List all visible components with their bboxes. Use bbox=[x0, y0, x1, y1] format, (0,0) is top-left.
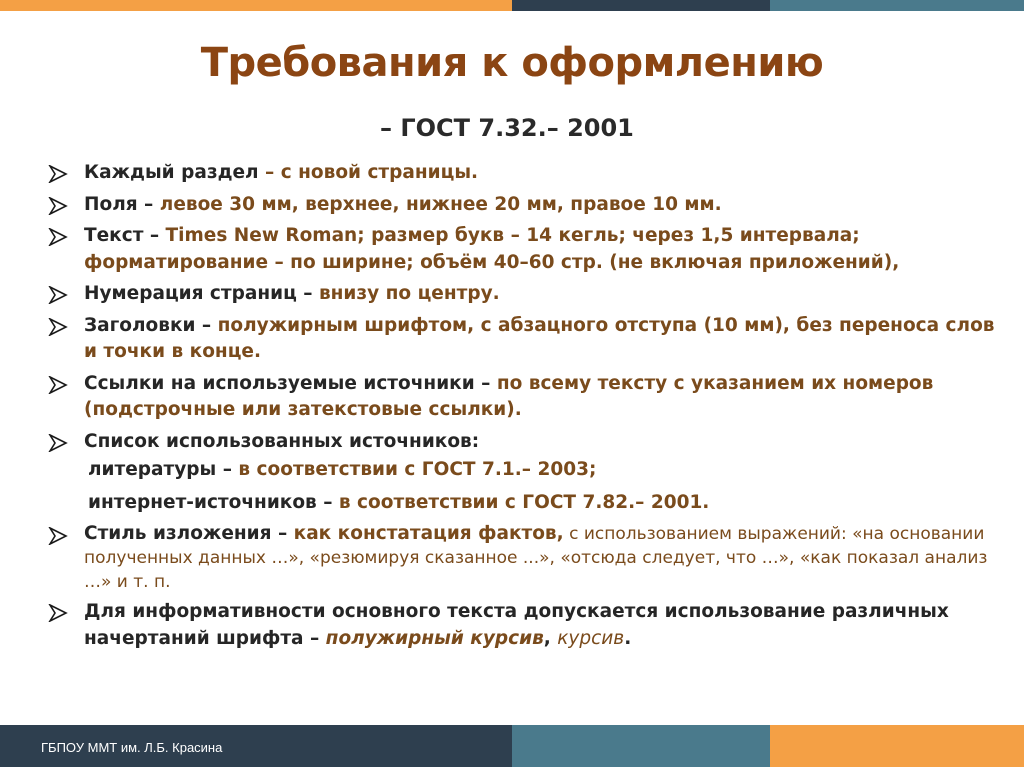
arrow-bullet-icon bbox=[48, 286, 68, 304]
item-label: Текст – bbox=[84, 225, 166, 246]
item-label: Поля – bbox=[84, 193, 160, 215]
item-end: . bbox=[624, 627, 632, 649]
item-label: Нумерация страниц – bbox=[84, 283, 319, 304]
list-item bbox=[48, 281, 998, 308]
sub-item-label: литературы – bbox=[88, 459, 239, 480]
arrow-bullet-icon bbox=[48, 165, 68, 183]
arrow-bullet-icon bbox=[48, 197, 68, 215]
arrow-bullet-icon bbox=[48, 527, 68, 545]
sub-item-value: в соответствии с ГОСТ 7.1.– 2003; bbox=[238, 459, 597, 480]
arrow-bullet-icon bbox=[48, 376, 68, 394]
bottom-bar-orange bbox=[770, 725, 1024, 767]
item-bold-italic: полужирный курсив bbox=[325, 627, 544, 649]
slide-subtitle: – ГОСТ 7.32.– 2001 bbox=[380, 114, 634, 142]
footer-text: ГБПОУ ММТ им. Л.Б. Красина bbox=[41, 740, 223, 755]
top-bar-dark bbox=[512, 0, 770, 11]
list-item bbox=[48, 313, 998, 366]
item-value: Times New Roman; размер букв – 14 кегль; через 1,5 интервала; форматирование – по ширине; объём 40–60 стр. (не включая приложений), bbox=[84, 225, 900, 273]
list-item bbox=[48, 192, 998, 219]
item-label: Заголовки – bbox=[84, 314, 218, 336]
item-value: по всему тексту с указанием их номеров (подстрочные или затекстовые ссылки). bbox=[84, 372, 934, 420]
top-bar-orange bbox=[0, 0, 512, 11]
top-decor-bar bbox=[0, 0, 1024, 11]
arrow-bullet-icon bbox=[48, 434, 68, 452]
item-label: Список использованных источников: bbox=[84, 430, 480, 452]
top-bar-teal bbox=[770, 0, 1024, 11]
list-item bbox=[48, 522, 998, 594]
arrow-bullet-icon bbox=[48, 228, 68, 246]
item-label: Ссылки на используемые источники – bbox=[84, 372, 497, 394]
sub-item-literature bbox=[48, 457, 998, 484]
list-item bbox=[48, 429, 998, 456]
item-value: – с новой страницы. bbox=[258, 162, 479, 183]
list-item bbox=[48, 599, 998, 652]
sub-item-label: интернет-источников – bbox=[88, 491, 339, 513]
item-value: левое 30 мм, верхнее, нижнее 20 мм, правое 10 мм. bbox=[159, 193, 722, 215]
item-value: полужирным шрифтом, с абзацного отступа (10 мм), без переноса слов и точки в конце. bbox=[84, 314, 995, 362]
item-label: Каждый раздел bbox=[84, 162, 259, 183]
item-italic: курсив bbox=[557, 627, 625, 649]
list-item bbox=[48, 223, 998, 276]
item-value: как констатация фактов, bbox=[293, 523, 564, 544]
item-label: Стиль изложения – bbox=[84, 523, 294, 544]
arrow-bullet-icon bbox=[48, 604, 68, 622]
item-value: внизу по центру. bbox=[318, 283, 500, 304]
item-label: Для информативности основного текста допускается использование различных начертаний шрифта – bbox=[84, 601, 949, 649]
arrow-bullet-icon bbox=[48, 318, 68, 336]
item-separator: , bbox=[543, 627, 558, 649]
list-item bbox=[48, 371, 998, 424]
list-item bbox=[48, 160, 998, 187]
slide-title: Требования к оформлению bbox=[200, 40, 824, 86]
sub-item-value: в соответствии с ГОСТ 7.82.– 2001. bbox=[338, 491, 710, 513]
item-extra: с использованием выражений: «на основании полученных данных …», «резюмируя сказанное ...», «отсюда следует, что …», «как показал анализ …» и т. п. bbox=[84, 524, 988, 592]
sub-item-internet bbox=[48, 490, 998, 517]
requirements-list bbox=[48, 160, 998, 657]
bottom-bar-teal bbox=[512, 725, 770, 767]
